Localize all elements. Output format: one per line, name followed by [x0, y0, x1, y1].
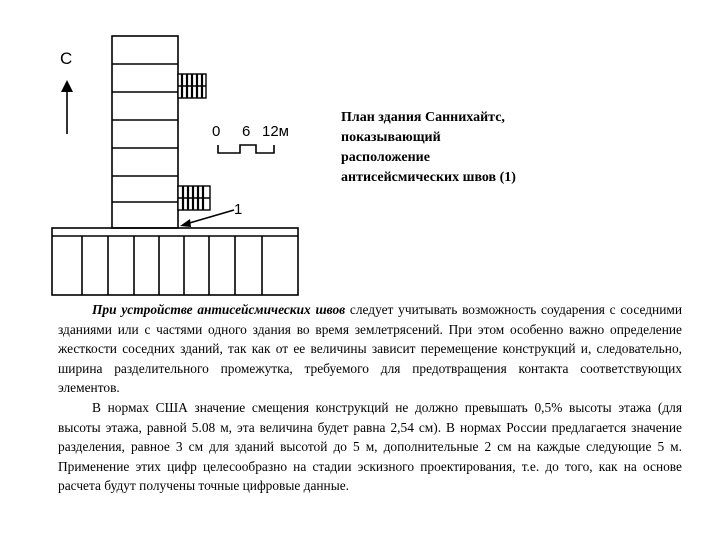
joint-label: 1	[234, 201, 243, 218]
scale-end: 12м	[262, 123, 289, 140]
lower-stair-block	[178, 186, 210, 210]
diagram-caption	[341, 108, 601, 188]
north-label: С	[60, 49, 73, 68]
caption-line: антисейсмических швов (1)	[341, 170, 516, 185]
tower-block	[112, 36, 178, 228]
joint-leader	[180, 210, 234, 227]
caption-line: План здания Саннихайтс,	[341, 110, 505, 125]
scale-zero: 0	[212, 123, 221, 140]
caption-line: показывающий	[341, 130, 441, 145]
base-block	[52, 228, 298, 295]
scale-bar	[212, 123, 289, 153]
paragraph-2: В нормах США значение смещения конструкций не должно превышать 0,5% высоты этажа (для высоты этажа, равной 5.08 м, эта величина будет равна 2,54 см). В нормах России предлагается значение разделения, равное 3 см для зданий высотой до 5 м, дополнительные 2 см на каждые следующие 5 м. Применение этих цифр целесообразно на стадии эскизного проектирования, т.е. до того, как на основе расчета будут получены точные цифровые данные.	[58, 399, 682, 494]
scale-mid: 6	[242, 123, 251, 140]
upper-stair-block	[178, 74, 206, 98]
paragraph-1-rest: следует учитывать возможность соударения с соседними зданиями или с частями одного здания во время землетрясений. При этом особенно важно определение жесткости соседних зданий, так как от ее величины зависит перемещение конструкций и, следовательно, ширина разделительного промежутка, требуемого для предотвращения контакта соответствующих элементов.	[58, 302, 682, 396]
body-text	[58, 300, 682, 496]
north-arrow	[61, 80, 73, 134]
paragraph-1-lead: При устройстве антисейсмических швов	[92, 302, 346, 317]
paragraph-1	[58, 300, 682, 398]
caption-line: расположение	[341, 150, 430, 165]
